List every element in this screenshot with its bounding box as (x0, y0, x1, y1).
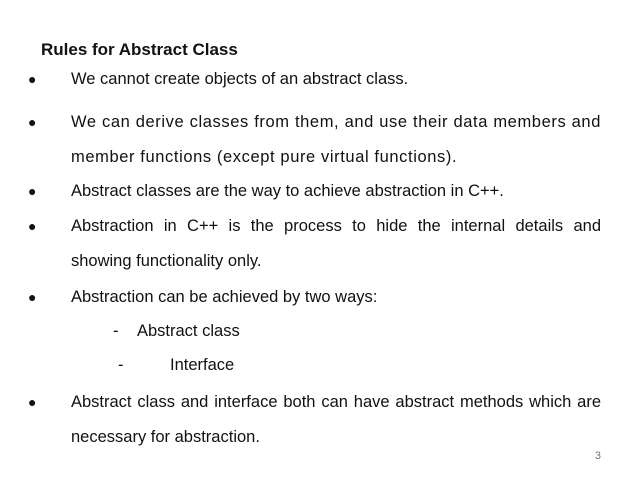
bullet-marker: ● (28, 218, 37, 234)
bullet-item (27, 280, 601, 315)
bullet-item (27, 105, 601, 175)
sub-item-dash: - (118, 356, 124, 374)
bullet-item (27, 62, 601, 97)
bullet-marker: ● (28, 289, 37, 305)
bullet-marker: ● (28, 114, 37, 130)
bullet-text: We cannot create objects of an abstract class. (71, 70, 409, 88)
bullet-item (27, 385, 601, 455)
slide-title: Rules for Abstract Class (41, 40, 238, 59)
bullet-text: Abstraction in C++ is the process to hide the internal details and showing functionality only. (71, 217, 601, 270)
page-number: 3 (594, 450, 601, 462)
sub-item-dash: - (113, 322, 119, 340)
bullet-marker: ● (28, 71, 37, 87)
bullet-marker: ● (28, 394, 37, 410)
bullet-item (27, 209, 601, 279)
bullet-text: Abstraction can be achieved by two ways: (71, 288, 378, 306)
bullet-item (27, 174, 601, 209)
sub-item-label: Abstract class (137, 322, 240, 340)
bullet-text: Abstract classes are the way to achieve abstraction in C++. (71, 182, 504, 200)
sub-item-label: Interface (170, 356, 235, 374)
bullet-marker: ● (28, 183, 37, 199)
bullet-text: We can derive classes from them, and use their data members and member functions (except pure virtual functions). (71, 113, 601, 166)
bullet-text: Abstract class and interface both can have abstract methods which are necessary for abstraction. (71, 393, 601, 446)
